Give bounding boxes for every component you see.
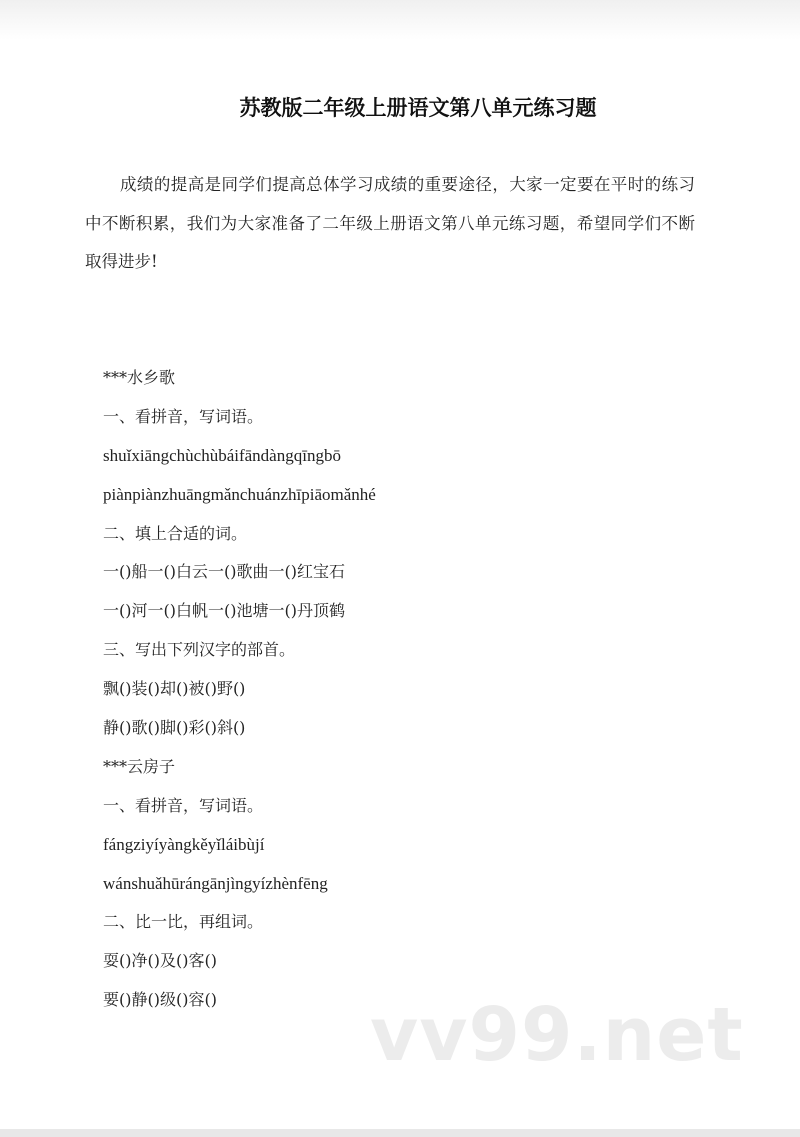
text-line: 静()歌()脚()彩()斜() <box>103 718 246 738</box>
pinyin-line: wánshuǎhūrángānjìngyízhènfēng <box>103 873 328 893</box>
document-title: 苏教版二年级上册语文第八单元练习题 <box>239 96 597 120</box>
text-line: 一()船一()白云一()歌曲一()红宝石 <box>103 562 345 582</box>
text-line: 一()河一()白帆一()池塘一()丹顶鹤 <box>103 601 345 621</box>
text-line: 三、写出下列汉字的部首。 <box>103 640 296 660</box>
text-line: 二、填上合适的词。 <box>103 523 248 543</box>
pinyin-line: piànpiànzhuāngmǎnchuánzhīpiāomǎnhé <box>103 484 376 504</box>
text-line: 要()静()级()容() <box>103 990 217 1010</box>
page-top-shadow <box>0 0 800 40</box>
pinyin-line: fángziyíyàngkěyǐláibùjí <box>103 834 265 854</box>
text-line: ***云房子 <box>103 756 176 776</box>
intro-paragraph: 成绩的提高是同学们提高总体学习成绩的重要途径，大家一定要在平时的练习中不断积累，我们为大家准备了二年级上册语文第八单元练习题，希望同学们不断取得进步! <box>85 175 695 271</box>
text-line: ***水乡歌 <box>103 368 176 387</box>
text-line: 一、看拼音，写词语。 <box>103 406 264 426</box>
watermark: vv99.net <box>370 992 744 1078</box>
page-bottom-edge <box>0 1129 800 1137</box>
text-line: 一、看拼音，写词语。 <box>103 795 264 815</box>
text-line: 耍()净()及()客() <box>103 951 217 971</box>
pinyin-line: shuǐxiāngchùchùbáifāndàngqīngbō <box>103 445 341 465</box>
text-line: 飘()装()却()被()野() <box>103 679 246 699</box>
text-line: 二、比一比，再组词。 <box>103 912 264 932</box>
exercise-content <box>103 363 376 1024</box>
